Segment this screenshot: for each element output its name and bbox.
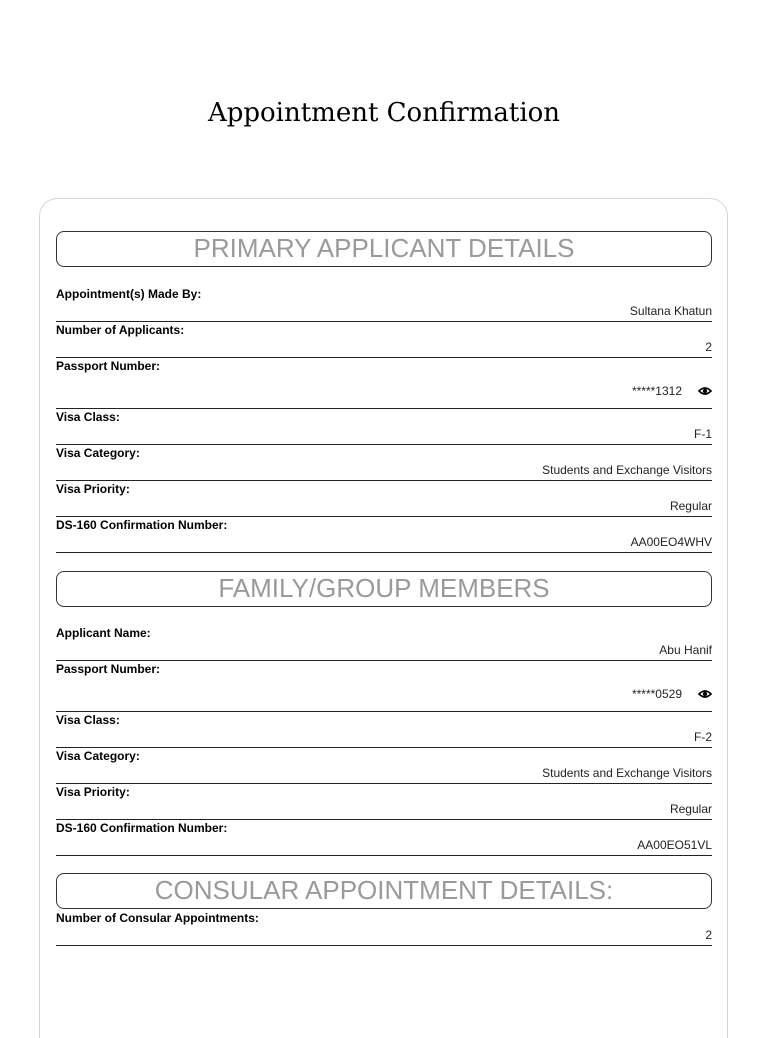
family-visa-class-label: Visa Class: (56, 713, 120, 727)
visa-class-value: F-1 (694, 427, 712, 441)
made-by-label: Appointment(s) Made By: (56, 287, 202, 301)
num-consular-appointments-field (56, 911, 712, 946)
applicant-name-value: Abu Hanif (659, 643, 712, 657)
visa-class-label: Visa Class: (56, 410, 120, 424)
applicant-name-field (56, 626, 712, 661)
num-consular-appointments-value: 2 (705, 928, 712, 942)
num-applicants-value: 2 (705, 340, 712, 354)
num-applicants-field (56, 323, 712, 358)
family-visa-category-value: Students and Exchange Visitors (542, 766, 712, 780)
family-visa-priority-value: Regular (669, 802, 712, 816)
eye-icon[interactable] (698, 689, 712, 699)
made-by-value: Sultana Khatun (629, 304, 712, 318)
family-passport-field (56, 662, 712, 712)
ds160-field (56, 518, 712, 553)
family-visa-priority-field (56, 785, 712, 820)
family-passport-label: Passport Number: (56, 662, 161, 676)
consular-appointment-heading: CONSULAR APPOINTMENT DETAILS: (56, 873, 712, 909)
visa-class-field (56, 410, 712, 445)
page-title: Appointment Confirmation (207, 98, 561, 128)
eye-icon[interactable] (698, 386, 712, 396)
family-ds160-value: AA00EO51VL (637, 838, 712, 852)
ds160-value: AA00EO4WHV (630, 535, 712, 549)
visa-category-value: Students and Exchange Visitors (542, 463, 712, 477)
family-visa-class-field (56, 713, 712, 748)
num-applicants-label: Number of Applicants: (56, 323, 185, 337)
family-passport-value: *****0529 (631, 687, 682, 701)
family-passport-masked-value (632, 687, 712, 701)
passport-value: *****1312 (631, 384, 682, 398)
passport-field (56, 359, 712, 409)
family-visa-category-label: Visa Category: (56, 749, 140, 763)
passport-masked-value (632, 384, 712, 398)
made-by-field (56, 287, 712, 322)
num-consular-appointments-label: Number of Consular Appointments: (56, 911, 259, 925)
visa-priority-field (56, 482, 712, 517)
applicant-name-label: Applicant Name: (56, 626, 151, 640)
passport-label: Passport Number: (56, 359, 161, 373)
family-visa-priority-label: Visa Priority: (56, 785, 130, 799)
family-ds160-field (56, 821, 712, 856)
visa-category-field (56, 446, 712, 481)
primary-applicant-heading: PRIMARY APPLICANT DETAILS (56, 231, 712, 267)
family-visa-category-field (56, 749, 712, 784)
family-group-heading: FAMILY/GROUP MEMBERS (56, 571, 712, 607)
family-visa-class-value: F-2 (694, 730, 712, 744)
visa-category-label: Visa Category: (56, 446, 140, 460)
visa-priority-value: Regular (669, 499, 712, 513)
family-ds160-label: DS-160 Confirmation Number: (56, 821, 228, 835)
ds160-label: DS-160 Confirmation Number: (56, 518, 228, 532)
visa-priority-label: Visa Priority: (56, 482, 130, 496)
